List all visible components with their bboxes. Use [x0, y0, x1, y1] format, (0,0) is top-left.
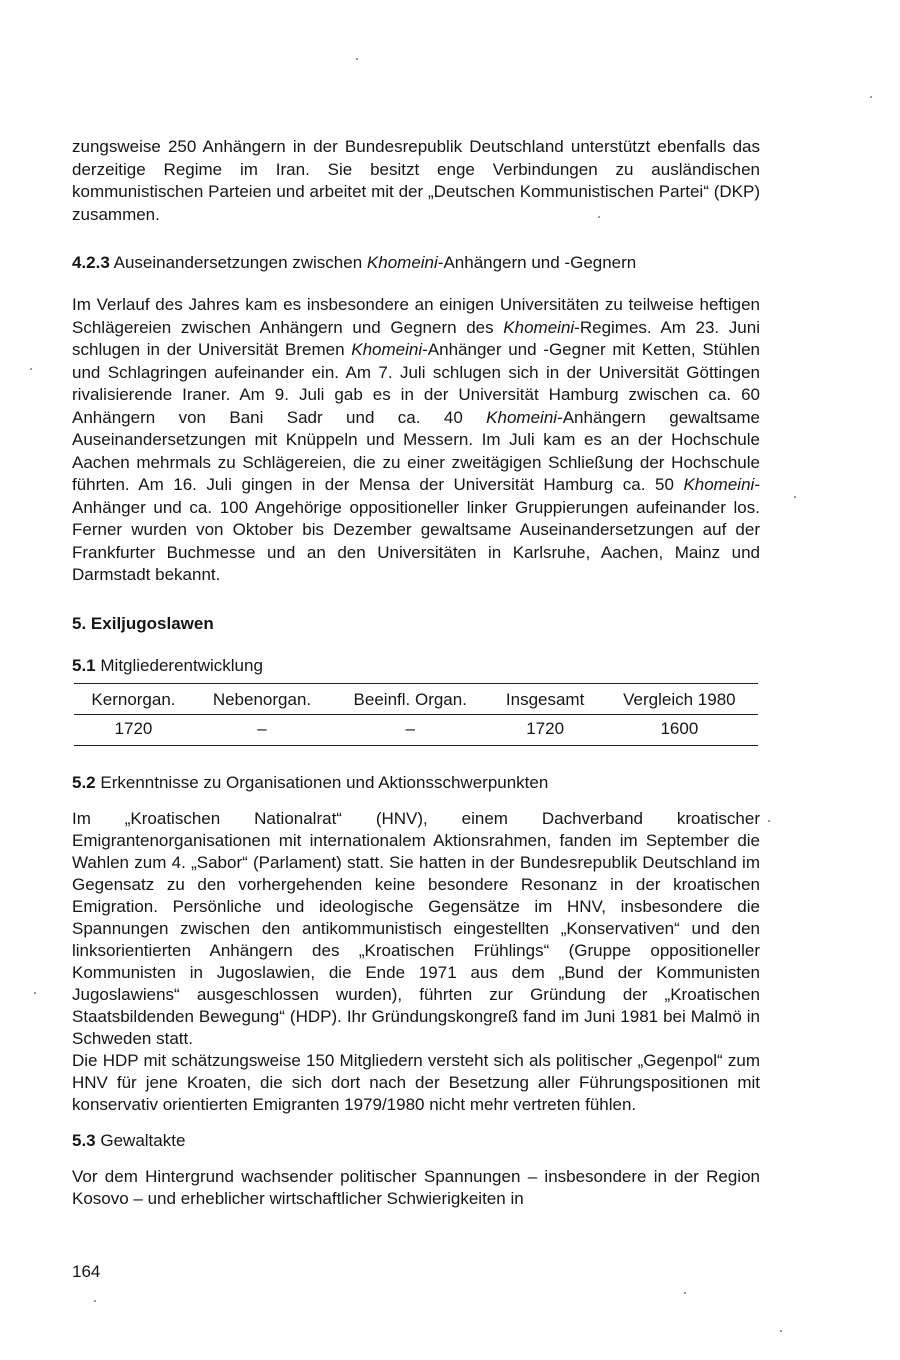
table-header-cell: Kernorgan. [74, 683, 193, 714]
scan-speck [794, 496, 796, 498]
table-cell: 1720 [489, 714, 600, 745]
table-cell: 1720 [74, 714, 193, 745]
italic-run: Khomeini [503, 317, 575, 337]
heading-5-2 [72, 772, 760, 794]
table-header-cell: Nebenorgan. [193, 683, 331, 714]
table-row [74, 714, 758, 745]
scan-speck [780, 1330, 782, 1332]
table-header-cell: Beeinfl. Organ. [331, 683, 489, 714]
heading-title: Mitgliederentwicklung [100, 655, 263, 675]
text-run: -Regimes. Am 23. Juni schlugen in der Universität Bremen [72, 317, 760, 359]
paragraph-5-2-a: Im „Kroatischen Nationalrat“ (HNV), einem Dachverband kroatischer Emigrantenorganisationen mit internationalem Aktionsrahmen, fanden im September die Wahlen zum 4. „Sabor“ (Parlament) statt. Sie hatten in der Bundesrepublik Deutschland im Gegensatz zu den vorhergehenden keine besondere Resonanz in der kroatischen Emigration. Persönliche und ideologische Gegensätze im HNV, insbesondere die Spannungen zwischen den antikommunistisch eingestellten „Konservativen“ und den linksorientierten Anhängern des „Kroatischen Frühlings“ (Gruppe oppositioneller Kommunisten in Jugoslawien, die Ende 1971 aus dem „Bund der Kommunisten Jugoslawiens“ ausgeschlossen wurden), führten zur Gründung der „Kroatischen Staatsbildenden Bewegung“ (HDP). Ihr Gründungskongreß fand im Juni 1981 bei Malmö in Schweden statt. [72, 808, 760, 1048]
scan-speck [768, 820, 770, 822]
text-run: -Anhängern gewaltsame Auseinandersetzungen mit Knüppeln und Messern. Im Juli kam es an der Hochschule Aachen mehrmals zu Schlägereien, die zu einer zweitägigen Schließung der Hochschule führten. Am 16. Juli gingen in der Mensa der Universität Hamburg ca. 50 [72, 407, 760, 494]
table-cell: – [193, 714, 331, 745]
italic-run: Khomeini [683, 475, 755, 494]
heading-text-before: Auseinandersetzungen zwischen [113, 253, 363, 272]
text-run: -Anhänger und -Gegner mit Ketten, Stühlen und Schlagringen aufeinander ein. Am 7. Juli schlugen sich in der Universität Göttingen rivalisierende Iraner. Am 9. Juli gab es in der Universität Hamburg zwischen ca. 60 Anhängern von Bani Sadr und ca. 40 [72, 340, 760, 427]
heading-text-italic: Khomeini [366, 253, 438, 272]
italic-run: Khomeini [486, 407, 558, 427]
section-number: 5. [72, 613, 87, 633]
heading-5 [72, 613, 760, 635]
italic-run: Khomeini [351, 340, 423, 359]
heading-5-1 [72, 655, 760, 677]
scan-speck [34, 992, 36, 994]
page-number: 164 [72, 1262, 101, 1281]
scan-speck [356, 58, 358, 60]
text-run: -Anhänger und ca. 100 Angehörige oppositioneller linker Gruppierungen aufeinander los. Ferner wurden von Oktober bis Dezember gewaltsame Auseinandersetzungen auf der Frankfurter Buchmesse und an den Universitäten in Karlsruhe, Aachen, Mainz und Darmstadt bekannt. [72, 475, 760, 584]
text-run: Im Verlauf des Jahres kam es insbesondere an einigen Universitäten zu teilweise heftigen Schlägereien zwischen Anhängern und Gegnern des [72, 295, 760, 337]
scan-speck [684, 1292, 686, 1294]
table-cell: 1600 [601, 714, 758, 745]
table-header-cell: Insgesamt [489, 683, 600, 714]
heading-title: Erkenntnisse zu Organisationen und Aktionsschwerpunkten [100, 772, 549, 792]
membership-table [74, 683, 758, 746]
scan-speck [598, 216, 600, 218]
paragraph-5-2-b: Die HDP mit schätzungsweise 150 Mitgliedern versteht sich als politischer „Gegenpol“ zum HNV für jene Kroaten, die sich dort nach der Besetzung aller Führungspositionen mit konservativ orientierten Emigranten 1979/1980 nicht mehr vertreten fühlen. [72, 1050, 760, 1114]
intro-paragraph: zungsweise 250 Anhängern in der Bundesrepublik Deutschland unterstützt ebenfalls das derzeitige Regime im Iran. Sie besitzt enge Verbindungen zu ausländischen kommunistischen Parteien und arbeitet mit der „Deutschen Kommunistischen Partei“ (DKP) zusammen. [72, 137, 760, 224]
heading-4-2-3 [72, 252, 760, 274]
heading-text-after: -Anhängern und -Gegnern [437, 253, 637, 272]
page-content [72, 136, 760, 1210]
paragraph-5-3: Vor dem Hintergrund wachsender politischer Spannungen – insbesondere in der Region Kosovo – und erheblicher wirtschaftlicher Schwierigkeiten in [72, 1166, 760, 1208]
heading-title: Exiljugoslawen [90, 613, 214, 633]
table-header-row [74, 683, 758, 714]
section-number: 5.1 [72, 655, 96, 675]
section-number: 5.2 [72, 772, 96, 792]
heading-title: Gewaltakte [100, 1130, 186, 1150]
heading-5-3 [72, 1130, 760, 1152]
scan-speck [94, 1300, 96, 1302]
section-number: 4.2.3 [72, 253, 110, 272]
section-number: 5.3 [72, 1130, 96, 1150]
table-cell: – [331, 714, 489, 745]
scan-speck [30, 368, 32, 370]
table-header-cell: Vergleich 1980 [601, 683, 758, 714]
scan-speck [870, 96, 872, 98]
paragraph-4-2-3 [72, 294, 760, 587]
